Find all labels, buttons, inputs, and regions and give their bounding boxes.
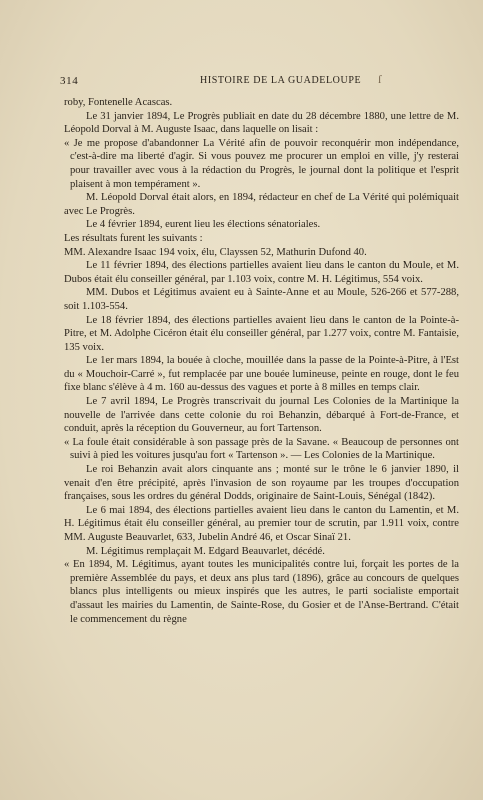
paragraph: Le roi Behanzin avait alors cinquante ans ; monté sur le trône le 6 janvier 1890, il venait d'en être précipité, après l'invasion de son royaume par les troupes d'occupation françaises, sous les ordres du général Dodds, originaire de Saint-Louis, Sénégal (1842).: [64, 464, 459, 503]
page-number: 314: [60, 75, 79, 87]
paragraph: M. Léopold Dorval était alors, en 1894, rédacteur en chef de La Vérité qui polémiquait avec Le Progrès.: [64, 192, 459, 217]
paragraph: Le 31 janvier 1894, Le Progrès publiait en date du 28 décembre 1880, une lettre de M. Léopold Dorval à M. Auguste Isaac, dans laquelle on lisait :: [64, 110, 459, 136]
paragraph: Le 7 avril 1894, Le Progrès transcrivait du journal Les Colonies de la Martinique la nouvelle de l'arrivée dans cette colonie du roi Behanzin, débarqué à Fort-de-France, et conduit, après la réception du Gouverneur, au fort Tartenson.: [64, 396, 459, 435]
paragraph: M. Légitimus remplaçait M. Edgard Beauvarlet, décédé.: [86, 545, 325, 557]
paragraph: Le 18 février 1894, des élections partielles avaient lieu dans le canton de la Pointe-à-Pitre, et M. Adolphe Cicéron était élu conseiller général, par 1.277 voix, contre M. Fantaisie, 135 voix.: [64, 314, 459, 353]
paragraph: Le 1er mars 1894, la bouée à cloche, mouillée dans la passe de la Pointe-à-Pitre, à l'Est du « Mouchoir-Carré », fut remplacée par une bouée lumineuse, peinte en rouge, dont le feu fixe blanc s'élève à 4 m. 160 au-dessus des vagues et porte à 8 milles en temps clair.: [64, 355, 459, 394]
quotation: « En 1894, M. Légitimus, ayant toutes les municipalités contre lui, forçait les portes de la première Assemblée du pays, et deux ans plus tard (1896), grâce au concours de quelques blancs plus intelligents ou mieux inspirés que les autres, le parti socialiste emportait d'assaut les mairies du Lamentin, de Sainte-Rose, du Gosier et de l'Anse-Bertrand. C'était le commencement du règne: [64, 559, 459, 625]
paragraph: MM. Alexandre Isaac 194 voix, élu, Clayssen 52, Mathurin Dufond 40.: [64, 246, 367, 258]
paragraph: Le 4 février 1894, eurent lieu les élections sénatoriales.: [86, 219, 321, 231]
paragraph: roby, Fontenelle Acascas.: [64, 97, 173, 108]
margin-mark: ſ: [378, 72, 382, 86]
quotation: « La foule était considérable à son passage près de la Savane. « Beaucoup de personnes ont suivi à pied les voitures jusqu'au fort « Tartenson ». — Les Colonies de la Martinique.: [64, 436, 459, 462]
body-text: [64, 96, 459, 626]
quotation: « Je me propose d'abandonner La Vérité afin de pouvoir reconquérir mon indépendance, c'est-à-dire ma liberté d'agir. Si vous pouvez me procurer un emploi en ville, j'y resterai pour travailler avec vous à la rédaction du Progrès, le journal dont la politique et l'esprit plaisent à mon tempérament ».: [64, 137, 459, 190]
page-header: [60, 72, 460, 89]
paragraph: Le 6 mai 1894, des élections partielles avaient lieu dans le canton du Lamentin, et M. H. Légitimus était élu conseiller général, au premier tour de scrutin, par 1.911 voix, contre MM. Auguste Beauvarlet, 633, Jubelin André 46, et Oscar Sinaï 21.: [64, 504, 459, 543]
running-title: HISTOIRE DE LA GUADELOUPE: [200, 75, 362, 86]
paragraph: Les résultats furent les suivants :: [64, 232, 203, 244]
paragraph: Le 11 février 1894, des élections partielles avaient lieu dans le canton du Moule, et M. Dubos était élu conseiller général, par 1.103 voix, contre M. H. Légitimus, 554 voix.: [64, 260, 459, 285]
paragraph: MM. Dubos et Légitimus avaient eu à Sainte-Anne et au Moule, 526-266 et 577-288, soit 1.103-554.: [64, 287, 459, 312]
